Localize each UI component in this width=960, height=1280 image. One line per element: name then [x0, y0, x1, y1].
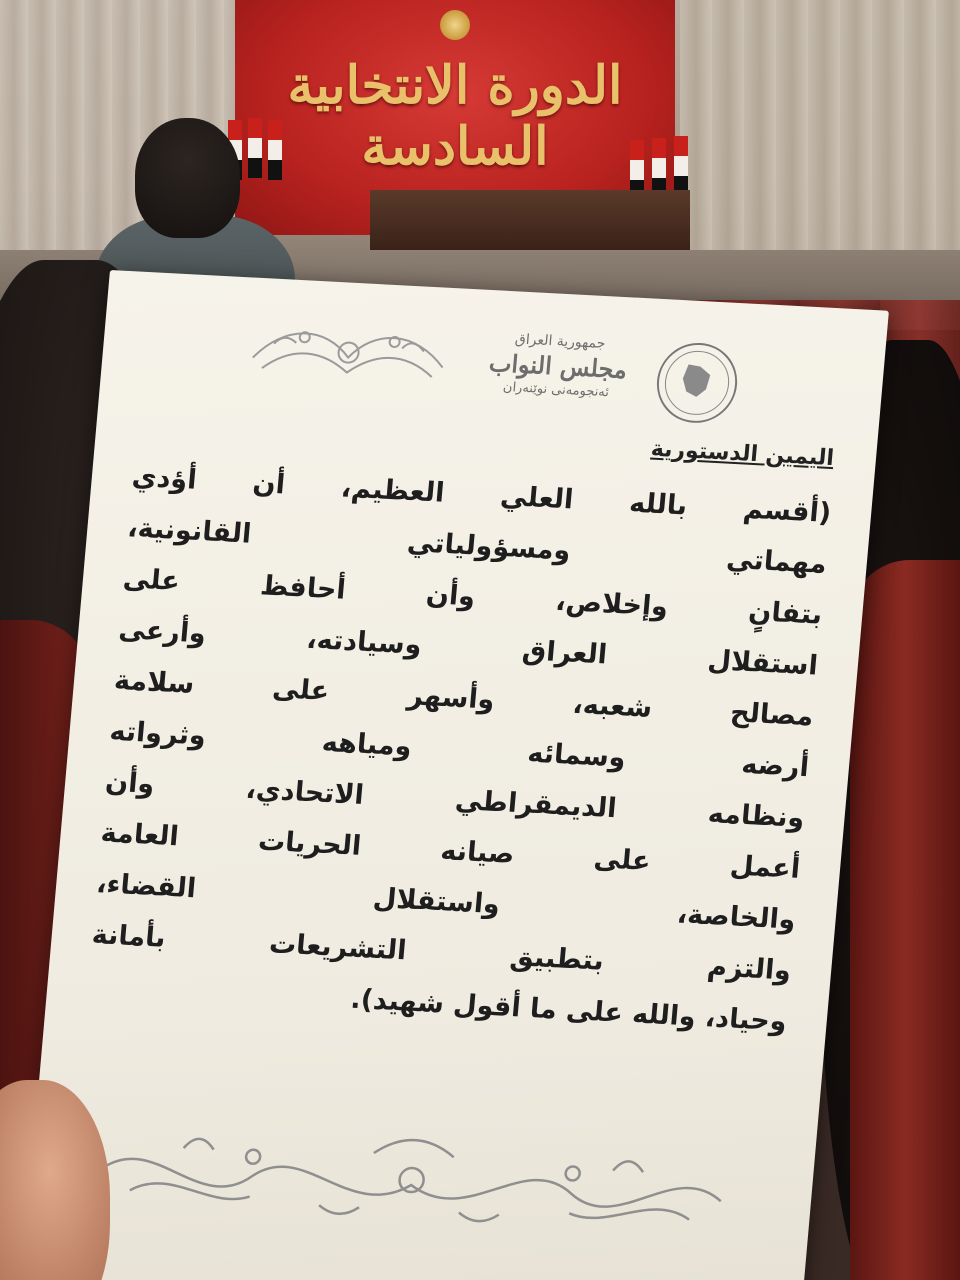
- curtain-right: [680, 0, 960, 250]
- oath-line: ونظامه الديمقراطي الاتحادي، وأن: [103, 766, 806, 835]
- banner-title: الدورة الانتخابية السادسة: [287, 55, 623, 177]
- parliament-header: [475, 329, 640, 401]
- oath-line: أعمل على صيانه الحريات العامة: [99, 817, 802, 885]
- oath-line: استقلال العراق وسيادته، وأرعى: [117, 613, 820, 682]
- oath-line: والتزم بتطبيق التشريعات بأمانة: [90, 919, 793, 987]
- oath-text: [85, 452, 833, 1048]
- header-kurdish: ئەنجومەنی نوێنەران: [502, 379, 610, 401]
- floral-ornament-icon: [241, 312, 457, 393]
- oath-line: مهماتي ومسؤولياتي القانونية،: [126, 512, 828, 580]
- oath-line: مصالح شعبه، وأسهر على سلامة: [112, 664, 815, 733]
- flag-icon: [268, 120, 282, 180]
- person-head: [135, 118, 240, 238]
- stage-podium: [370, 190, 690, 250]
- oath-line: وحياد، والله على ما أقول شهيد).: [349, 983, 788, 1038]
- floral-border-icon: [87, 1108, 736, 1251]
- flag-icon: [674, 136, 688, 196]
- oath-line: بتفانٍ وإخلاص، وأن أحافظ على: [121, 563, 824, 631]
- banner-emblem-icon: [440, 10, 470, 40]
- flag-icon: [248, 118, 262, 178]
- seat-right: [850, 560, 960, 1280]
- parliament-seal-icon: [654, 341, 741, 425]
- oath-line: (أقسم بالله العلي العظيم، أن أؤدي: [130, 461, 833, 530]
- header-council: مجلس النواب: [487, 348, 629, 385]
- oath-line: أرضه وسمائه ومياهه وثرواته: [108, 715, 811, 784]
- flag-icon: [652, 138, 666, 198]
- oath-title: اليمين الدستورية: [649, 436, 835, 472]
- header-republic: جمهورية العراق: [514, 331, 607, 353]
- oath-line: والخاصة، واستقلال القضاء،: [95, 868, 797, 936]
- oath-card: [22, 270, 889, 1280]
